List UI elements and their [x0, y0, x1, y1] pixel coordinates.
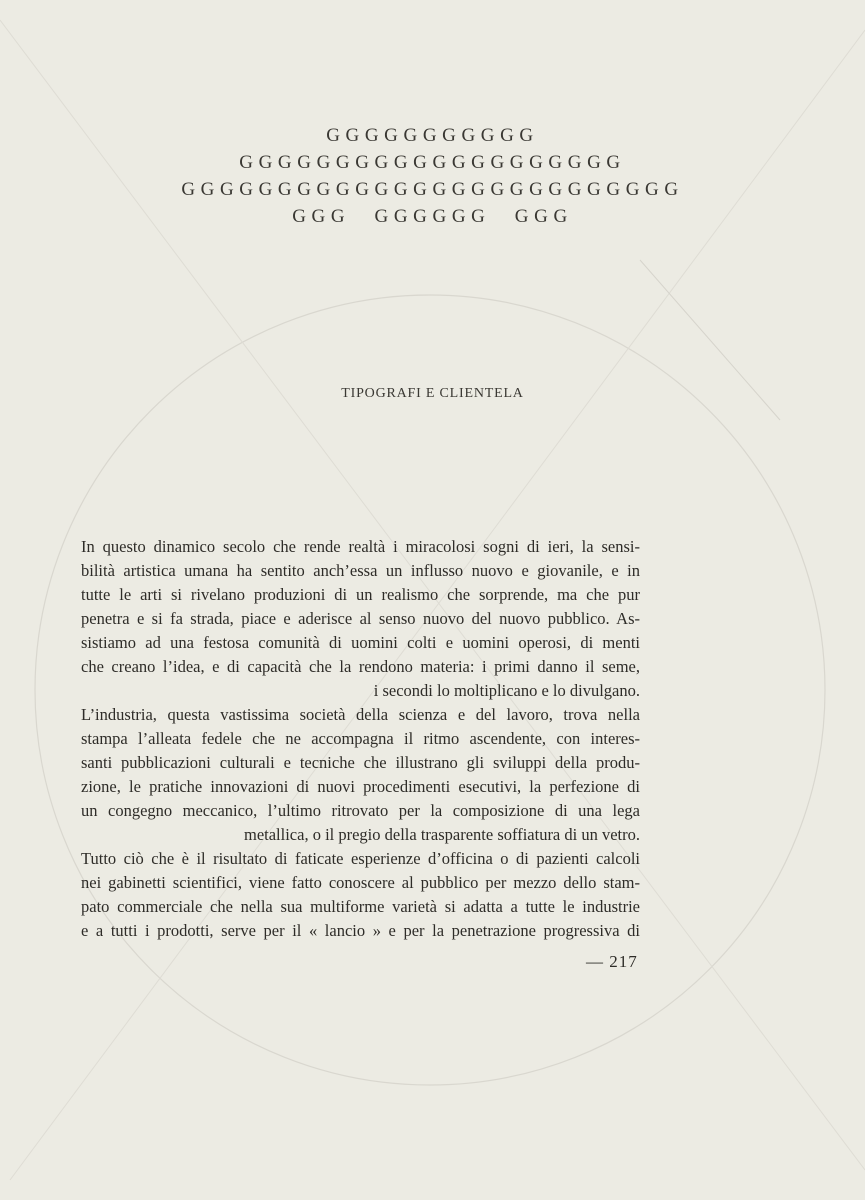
paragraph-1 — [81, 535, 640, 703]
paragraph-3 — [81, 847, 640, 943]
g-line-1: GGGGGGGGGGG — [326, 125, 539, 146]
text-line: Tutto ciò che è il risultato di faticate esperienze d’officina o di pazienti calcoli — [81, 849, 640, 868]
text-line: L’industria, questa vastissima società della scienza e del lavoro, trova nella — [81, 705, 640, 724]
text-line: pato commerciale che nella sua multiforme varietà si adatta a tutte le industrie — [81, 897, 640, 916]
text-line: metallica, o il pregio della trasparente soffiatura di un vetro. — [243, 825, 640, 844]
page-number: — 217 — [586, 952, 638, 971]
text-line: sistiamo ad una festosa comunità di uomini colti e uomini operosi, di menti — [81, 633, 640, 652]
text-line: zione, le pratiche innovazioni di nuovi procedimenti esecutivi, la perfezione di — [81, 777, 640, 796]
body-text — [81, 535, 640, 943]
text-line: e a tutti i prodotti, serve per il « lancio » e per la penetrazione progressiva di — [81, 921, 640, 940]
g-line-4: GGG GGGGGG GGG — [292, 206, 573, 227]
g-line-2: GGGGGGGGGGGGGGGGGGGG — [239, 152, 626, 173]
text-line: che creano l’idea, e di capacità che la rendono materia: i primi danno il seme, — [81, 657, 640, 676]
section-title: TIPOGRAFI E CLIENTELA — [341, 386, 524, 401]
text-line: stampa l’alleata fedele che ne accompagna il ritmo ascendente, con interes- — [81, 729, 640, 748]
paragraph-2 — [81, 703, 640, 847]
text-line: In questo dinamico secolo che rende realtà i miracolosi sogni di ieri, la sensi- — [81, 537, 640, 556]
text-line: i secondi lo moltiplicano e lo divulgano. — [373, 681, 640, 700]
text-line: tutte le arti si rivelano produzioni di un realismo che sorprende, ma che pur — [81, 585, 640, 604]
text-line: penetra e si fa strada, piace e aderisce al senso nuovo del nuovo pubblico. As- — [81, 609, 640, 628]
text-line: santi pubblicazioni culturali e tecniche che illustrano gli sviluppi della produ- — [81, 753, 640, 772]
text-line: un congegno meccanico, l’ultimo ritrovato per la composizione di una lega — [81, 801, 640, 820]
g-line-3: GGGGGGGGGGGGGGGGGGGGGGGGGG — [181, 179, 684, 200]
text-line: nei gabinetti scientifici, viene fatto conoscere al pubblico per mezzo dello stam- — [81, 873, 640, 892]
ornamental-g-header — [0, 122, 865, 230]
text-line: bilità artistica umana ha sentito anch’essa un influsso nuovo e giovanile, e in — [81, 561, 640, 580]
